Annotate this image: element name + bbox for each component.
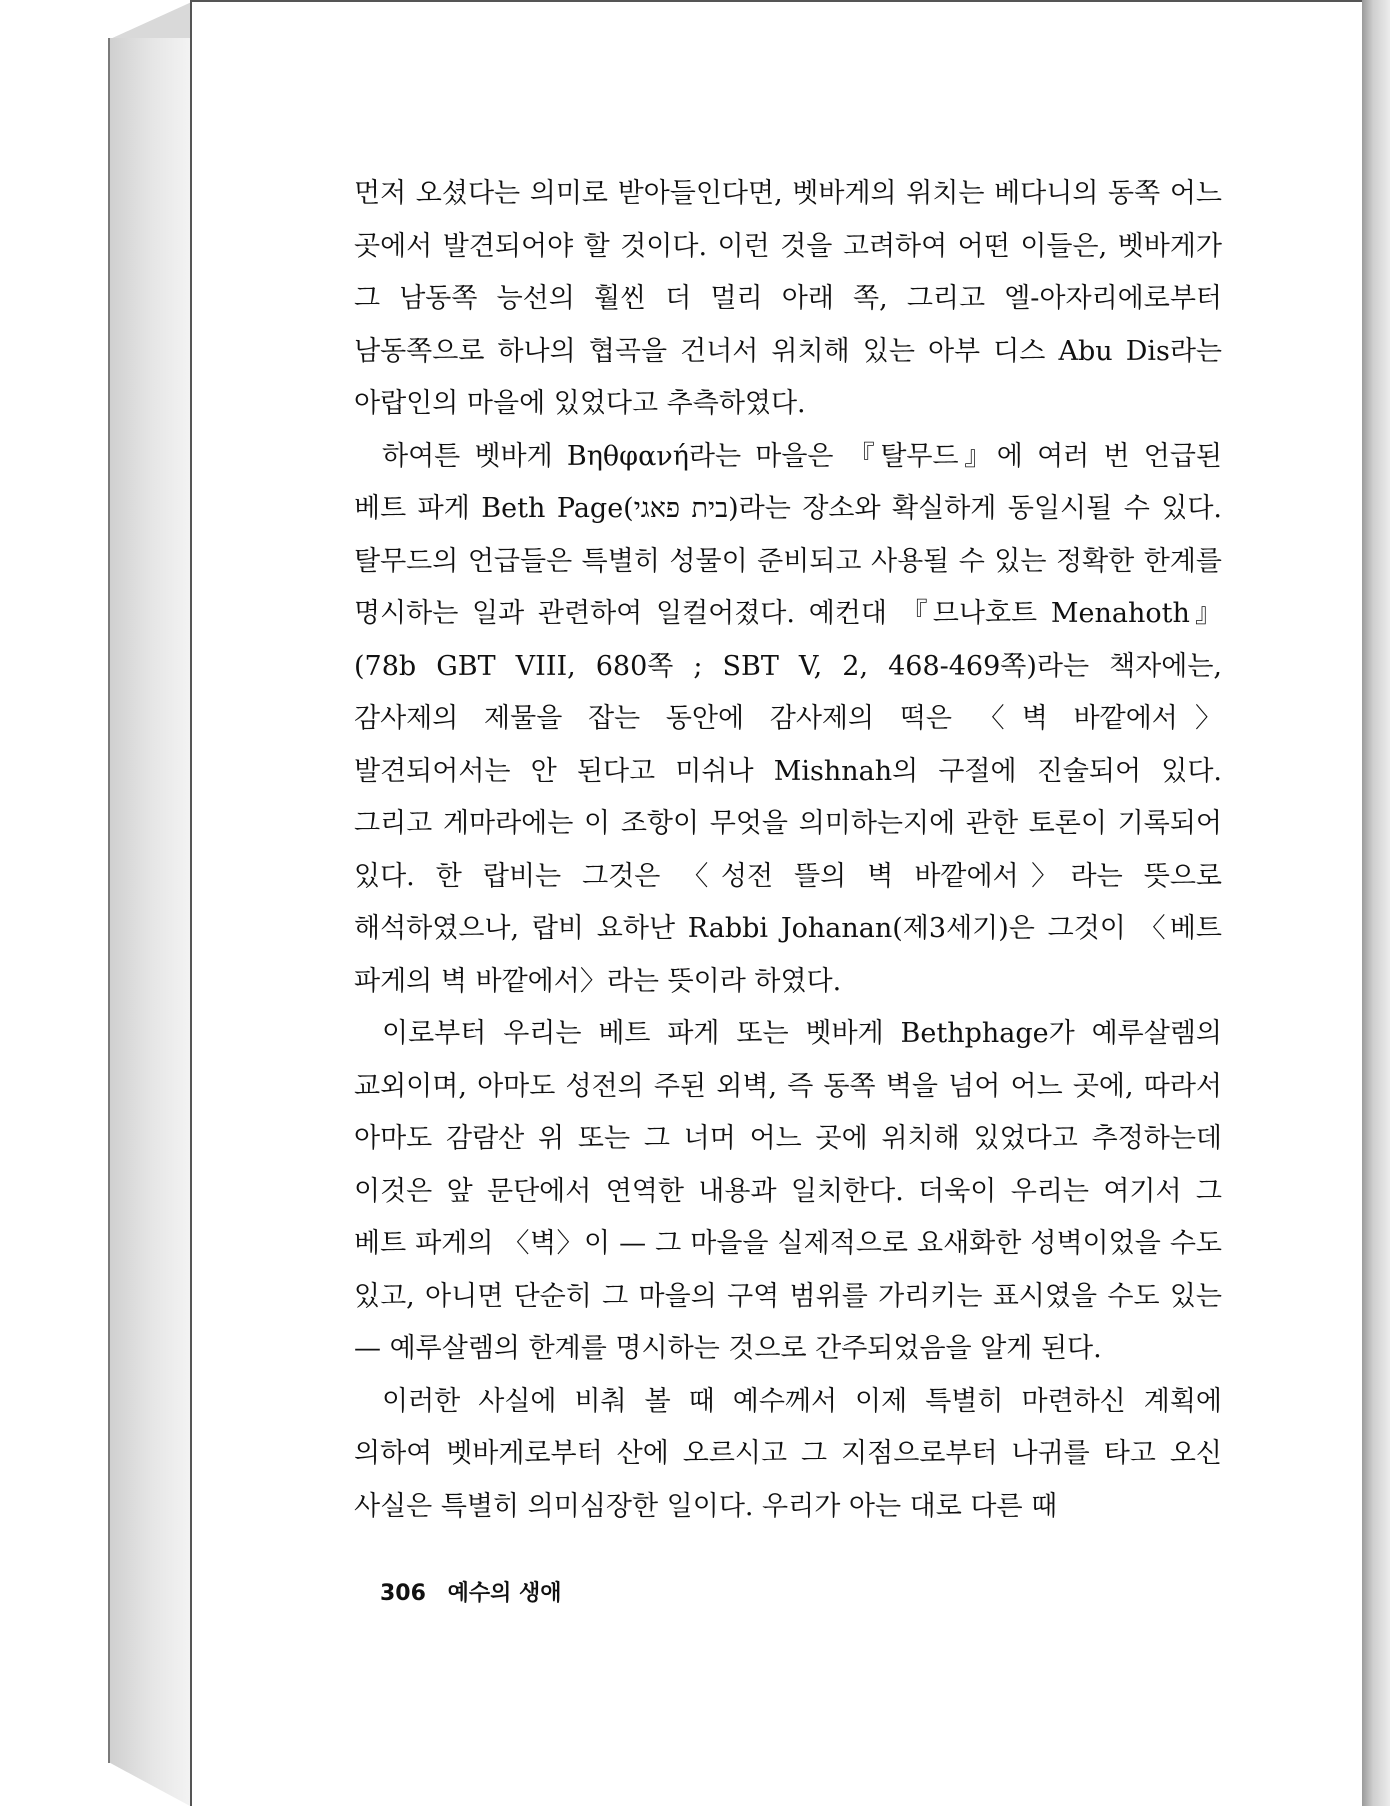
- book-spine: [108, 38, 190, 1806]
- running-title: 예수의 생애: [447, 1581, 562, 1606]
- page-footer: [380, 1576, 562, 1607]
- page-number: 306: [380, 1581, 426, 1606]
- paragraph-4: 이러한 사실에 비춰 볼 때 예수께서 이제 특별히 마련하신 계획에 의하여 벳바게로부터 산에 오르시고 그 지점으로부터 나귀를 타고 오신 사실은 특별히 의미심장한 일이다. 우리가 아는 대로 다른 때: [354, 1385, 1222, 1522]
- body-text: [354, 168, 1222, 1533]
- paragraph-2: 하여튼 벳바게 Bηθφανή라는 마을은 『탈무드』에 여러 번 언급된 베트 파게 Beth Page(בית פאגי)라는 장소와 확실하게 동일시될 수 있다. 탈무드의 언급들은 특별히 성물이 준비되고 사용될 수 있는 정확한 한계를 명시하는 일과 관련하여 일컬어졌다. 예컨대 『므나호트 Menahoth』(78b GBT VIII, 680쪽 ; SBT V, 2, 468-469쪽)라는 책자에는, 감사제의 제물을 잡는 동안에 감사제의 떡은 〈벽 바깥에서〉 발견되어서는 안 된다고 미쉬나 Mishnah의 구절에 진술되어 있다. 그리고 게마라에는 이 조항이 무엇을 의미하는지에 관한 토론이 기록되어 있다. 한 랍비는 그것은 〈성전 뜰의 벽 바깥에서〉라는 뜻으로 해석하였으나, 랍비 요하난 Rabbi Johanan(제3세기)은 그것이 〈베트 파게의 벽 바깥에서〉라는 뜻이라 하였다.: [354, 440, 1223, 997]
- paragraph-1: 먼저 오셨다는 의미로 받아들인다면, 벳바게의 위치는 베다니의 동쪽 어느 곳에서 발견되어야 할 것이다. 이런 것을 고려하여 어떤 이들은, 벳바게가 그 남동쪽 능선의 훨씬 더 멀리 아래 쪽, 그리고 엘-아자리에로부터 남동쪽으로 하나의 협곡을 건너서 위치해 있는 아부 디스 Abu Dis라는 아랍인의 마을에 있었다고 추측하였다.: [354, 178, 1222, 419]
- paragraph-3: 이로부터 우리는 베트 파게 또는 벳바게 Bethphage가 예루살렘의 교외이며, 아마도 성전의 주된 외벽, 즉 동쪽 벽을 넘어 어느 곳에, 따라서 아마도 감람산 위 또는 그 너머 어느 곳에 위치해 있었다고 추정하는데 이것은 앞 문단에서 연역한 내용과 일치한다. 더욱이 우리는 여기서 그 베트 파게의 〈벽〉이 — 그 마을을 실제적으로 요새화한 성벽이었을 수도 있고, 아니면 단순히 그 마을의 구역 범위를 가리키는 표시였을 수도 있는 — 예루살렘의 한계를 명시하는 것으로 간주되었음을 알게 된다.: [354, 1018, 1222, 1364]
- page-edge-shadow: [1362, 0, 1390, 1806]
- book-top-edge: [108, 0, 196, 40]
- spine-outline: [108, 38, 110, 1763]
